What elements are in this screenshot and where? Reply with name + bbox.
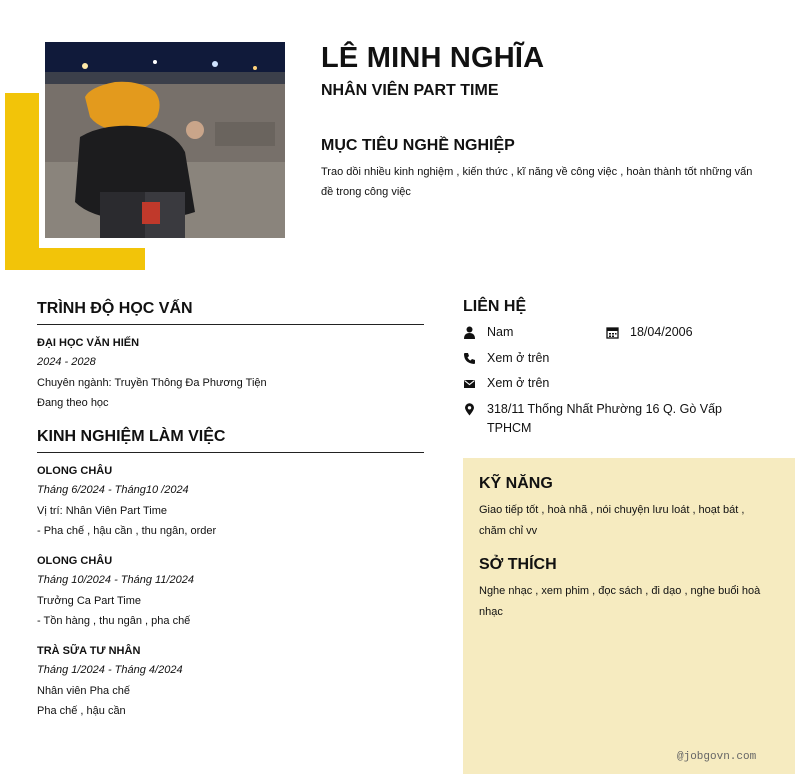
contact-address [463,402,743,438]
profile-photo [45,42,285,238]
experience-section [37,428,424,721]
mail-icon [463,377,476,390]
education-status: Đang theo học [37,397,109,409]
work-role: Trưởng Ca Part Time [37,595,142,607]
experience-title: KINH NGHIỆM LÀM VIỆC [37,428,424,453]
objective-title: MỤC TIÊU NGHỀ NGHIỆP [321,137,515,154]
work-tasks: - Pha chế , hậu cần , thu ngân, order [37,525,217,537]
work-role: Vị trí: Nhân Viên Part Time [37,505,168,517]
skills-title: KỸ NĂNG [479,475,553,492]
work-period: Tháng 10/2024 - Tháng 11/2024 [37,574,194,586]
calendar-icon [606,326,619,339]
gender-value: Nam [487,325,514,339]
work-period: Tháng 6/2024 - Tháng10 /2024 [37,484,189,496]
education-major: Chuyên ngành: Truyền Thông Đa Phương Tiện [37,377,267,389]
job-position: NHÂN VIÊN PART TIME [321,82,499,99]
address-value: 318/11 Thống Nhất Phường 16 Q. Gò Vấp TPHCM [487,402,723,435]
work-period: Tháng 1/2024 - Tháng 4/2024 [37,664,183,676]
experience-entry [37,463,424,541]
company-name: TRÀ SỮA TƯ NHÂN [37,645,141,657]
education-section [37,300,424,413]
person-icon [463,326,476,339]
company-name: OLONG CHÂU [37,555,113,567]
objective-text: Trao dồi nhiều kinh nghiệm , kiến thức , kĩ năng về công việc , hoàn thành tốt những vấn đề trong công việc [321,166,753,198]
education-years: 2024 - 2028 [37,356,96,368]
contact-birthday [606,325,693,342]
education-title: TRÌNH ĐỘ HỌC VẤN [37,300,424,325]
candidate-name: LÊ MINH NGHĨA [321,42,545,74]
experience-entry [37,643,424,721]
email-value: Xem ở trên [487,376,550,390]
birthday-value: 18/04/2006 [630,325,693,339]
phone-icon [463,352,476,365]
company-name: OLONG CHÂU [37,465,113,477]
experience-entry [37,553,424,631]
work-tasks: Pha chế , hậu cần [37,705,126,717]
watermark: @jobgovn.com [677,751,757,763]
work-tasks: - Tồn hàng , thu ngân , pha chế [37,615,191,627]
skills-text: Giao tiếp tốt , hoà nhã , nói chuyện lưu loát , hoạt bát , chăm chỉ vv [479,504,745,537]
contact-email [463,376,549,393]
contact-phone [463,351,549,368]
contact-gender [463,325,513,342]
hobbies-text: Nghe nhạc , xem phim , đọc sách , đi dạo , nghe buổi hoà nhạc [479,585,761,618]
work-role: Nhân viên Pha chế [37,685,130,697]
school-name: ĐẠI HỌC VĂN HIẾN [37,337,140,349]
education-entry [37,335,424,413]
phone-value: Xem ở trên [487,351,550,365]
location-pin-icon [463,403,476,416]
hobbies-title: SỞ THÍCH [479,556,557,573]
contact-title: LIÊN HỆ [463,298,527,315]
